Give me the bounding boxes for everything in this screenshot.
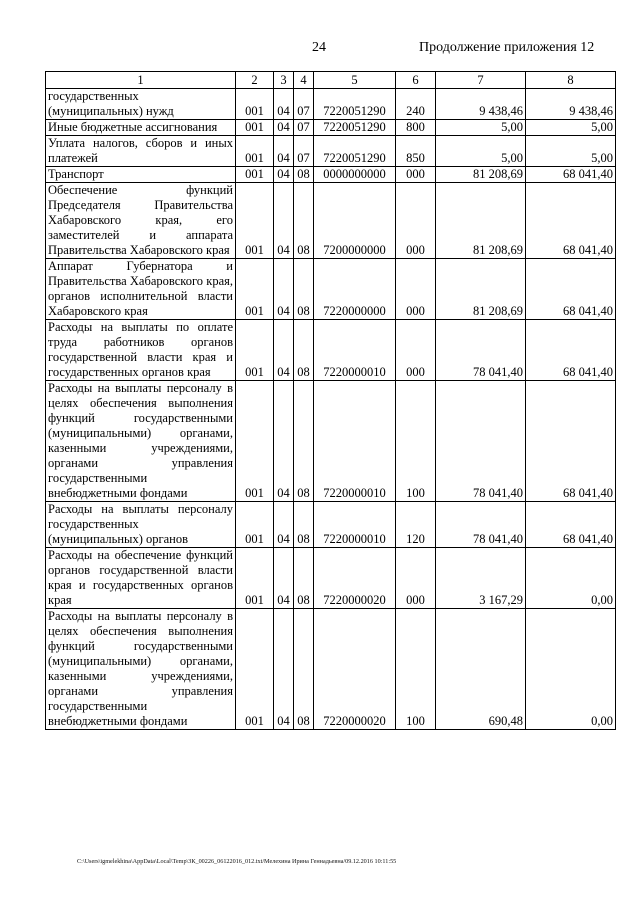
amount-2018-cell: 0,00 bbox=[526, 548, 616, 609]
ministry-code-cell: 001 bbox=[236, 167, 274, 183]
expense-type-cell: 000 bbox=[396, 167, 436, 183]
amount-2017-cell: 5,00 bbox=[436, 136, 526, 167]
table-row bbox=[46, 120, 616, 136]
section-code-cell: 04 bbox=[274, 183, 294, 259]
table-row bbox=[46, 502, 616, 548]
table-row bbox=[46, 609, 616, 730]
section-code-cell: 04 bbox=[274, 120, 294, 136]
subsection-code-cell: 08 bbox=[294, 320, 314, 381]
appendix-continuation-label: Продолжение приложения 12 bbox=[419, 40, 595, 55]
target-item-cell: 7220000010 bbox=[314, 320, 396, 381]
item-name-cell: Расходы на выплаты персоналу в целях обеспечения выполнения функций государственными (муниципальными) органами, казенными учреждениями, органами управления государственными внебюджетными фондами bbox=[46, 609, 236, 730]
section-code-cell: 04 bbox=[274, 259, 294, 320]
item-name-cell: Уплата налогов, сборов и иных платежей bbox=[46, 136, 236, 167]
subsection-code-cell: 08 bbox=[294, 502, 314, 548]
subsection-code-cell: 08 bbox=[294, 381, 314, 502]
page-number: 24 bbox=[312, 40, 326, 55]
item-name-cell: Иные бюджетные ассигнования bbox=[46, 120, 236, 136]
ministry-code-cell: 001 bbox=[236, 183, 274, 259]
ministry-code-cell: 001 bbox=[236, 136, 274, 167]
target-item-cell: 7220000020 bbox=[314, 548, 396, 609]
target-item-cell: 7220000010 bbox=[314, 502, 396, 548]
item-name-cell: Расходы на выплаты по оплате труда работников органов государственной власти края и государственных органов края bbox=[46, 320, 236, 381]
column-header: 1 bbox=[46, 72, 236, 89]
subsection-code-cell: 08 bbox=[294, 167, 314, 183]
table-body bbox=[46, 89, 616, 730]
section-code-cell: 04 bbox=[274, 136, 294, 167]
amount-2018-cell: 0,00 bbox=[526, 609, 616, 730]
expense-type-cell: 000 bbox=[396, 320, 436, 381]
amount-2017-cell: 81 208,69 bbox=[436, 167, 526, 183]
column-header: 3 bbox=[274, 72, 294, 89]
column-header: 7 bbox=[436, 72, 526, 89]
subsection-code-cell: 08 bbox=[294, 548, 314, 609]
ministry-code-cell: 001 bbox=[236, 89, 274, 120]
column-header: 6 bbox=[396, 72, 436, 89]
section-code-cell: 04 bbox=[274, 502, 294, 548]
section-code-cell: 04 bbox=[274, 89, 294, 120]
column-header: 4 bbox=[294, 72, 314, 89]
target-item-cell: 7220000010 bbox=[314, 381, 396, 502]
column-header: 8 bbox=[526, 72, 616, 89]
expense-type-cell: 800 bbox=[396, 120, 436, 136]
subsection-code-cell: 08 bbox=[294, 609, 314, 730]
item-name-cell: Расходы на выплаты персоналу государственных (муниципальных) органов bbox=[46, 502, 236, 548]
amount-2017-cell: 81 208,69 bbox=[436, 183, 526, 259]
target-item-cell: 7220051290 bbox=[314, 136, 396, 167]
expense-type-cell: 850 bbox=[396, 136, 436, 167]
table-row bbox=[46, 381, 616, 502]
section-code-cell: 04 bbox=[274, 381, 294, 502]
item-name-cell: Расходы на выплаты персоналу в целях обеспечения выполнения функций государственными (муниципальными) органами, казенными учреждениями, органами управления государственными внебюджетными фондами bbox=[46, 381, 236, 502]
section-code-cell: 04 bbox=[274, 548, 294, 609]
table-row bbox=[46, 259, 616, 320]
amount-2017-cell: 690,48 bbox=[436, 609, 526, 730]
target-item-cell: 7200000000 bbox=[314, 183, 396, 259]
table-row bbox=[46, 320, 616, 381]
ministry-code-cell: 001 bbox=[236, 609, 274, 730]
expense-type-cell: 000 bbox=[396, 259, 436, 320]
target-item-cell: 7220000020 bbox=[314, 609, 396, 730]
table-row bbox=[46, 136, 616, 167]
subsection-code-cell: 07 bbox=[294, 89, 314, 120]
amount-2018-cell: 68 041,40 bbox=[526, 259, 616, 320]
subsection-code-cell: 08 bbox=[294, 183, 314, 259]
ministry-code-cell: 001 bbox=[236, 320, 274, 381]
target-item-cell: 0000000000 bbox=[314, 167, 396, 183]
expense-type-cell: 120 bbox=[396, 502, 436, 548]
item-name-cell: Аппарат Губернатора и Правительства Хабаровского края, органов исполнительной власти Хабаровского края bbox=[46, 259, 236, 320]
file-path-footer: C:\Users\igmelekhina\AppData\Local\Temp\ЗК_00226_06122016_012.txt/Мелехина Ирина Геннадьевна/09.12.2016 10:11:55 bbox=[77, 858, 397, 865]
amount-2017-cell: 9 438,46 bbox=[436, 89, 526, 120]
amount-2018-cell: 68 041,40 bbox=[526, 502, 616, 548]
ministry-code-cell: 001 bbox=[236, 120, 274, 136]
table-row bbox=[46, 167, 616, 183]
expense-type-cell: 000 bbox=[396, 183, 436, 259]
subsection-code-cell: 08 bbox=[294, 259, 314, 320]
amount-2017-cell: 3 167,29 bbox=[436, 548, 526, 609]
section-code-cell: 04 bbox=[274, 167, 294, 183]
target-item-cell: 7220051290 bbox=[314, 89, 396, 120]
amount-2017-cell: 78 041,40 bbox=[436, 320, 526, 381]
amount-2017-cell: 78 041,40 bbox=[436, 381, 526, 502]
item-name-cell: государственных (муниципальных) нужд bbox=[46, 89, 236, 120]
table-row bbox=[46, 183, 616, 259]
amount-2017-cell: 81 208,69 bbox=[436, 259, 526, 320]
table-header-row bbox=[46, 72, 616, 89]
item-name-cell: Расходы на обеспечение функций органов государственной власти края и государственных органов края bbox=[46, 548, 236, 609]
amount-2018-cell: 68 041,40 bbox=[526, 320, 616, 381]
ministry-code-cell: 001 bbox=[236, 381, 274, 502]
target-item-cell: 7220051290 bbox=[314, 120, 396, 136]
column-header: 5 bbox=[314, 72, 396, 89]
subsection-code-cell: 07 bbox=[294, 120, 314, 136]
ministry-code-cell: 001 bbox=[236, 259, 274, 320]
expense-type-cell: 100 bbox=[396, 381, 436, 502]
item-name-cell: Транспорт bbox=[46, 167, 236, 183]
ministry-code-cell: 001 bbox=[236, 548, 274, 609]
target-item-cell: 7220000000 bbox=[314, 259, 396, 320]
amount-2017-cell: 78 041,40 bbox=[436, 502, 526, 548]
column-header: 2 bbox=[236, 72, 274, 89]
section-code-cell: 04 bbox=[274, 320, 294, 381]
amount-2017-cell: 5,00 bbox=[436, 120, 526, 136]
expense-type-cell: 240 bbox=[396, 89, 436, 120]
budget-table bbox=[45, 71, 616, 730]
amount-2018-cell: 5,00 bbox=[526, 136, 616, 167]
expense-type-cell: 000 bbox=[396, 548, 436, 609]
amount-2018-cell: 68 041,40 bbox=[526, 381, 616, 502]
amount-2018-cell: 68 041,40 bbox=[526, 167, 616, 183]
expense-type-cell: 100 bbox=[396, 609, 436, 730]
amount-2018-cell: 9 438,46 bbox=[526, 89, 616, 120]
section-code-cell: 04 bbox=[274, 609, 294, 730]
subsection-code-cell: 07 bbox=[294, 136, 314, 167]
table-row bbox=[46, 89, 616, 120]
table-row bbox=[46, 548, 616, 609]
amount-2018-cell: 68 041,40 bbox=[526, 183, 616, 259]
item-name-cell: Обеспечение функций Председателя Правительства Хабаровского края, его заместителей и аппарата Правительства Хабаровского края bbox=[46, 183, 236, 259]
amount-2018-cell: 5,00 bbox=[526, 120, 616, 136]
ministry-code-cell: 001 bbox=[236, 502, 274, 548]
